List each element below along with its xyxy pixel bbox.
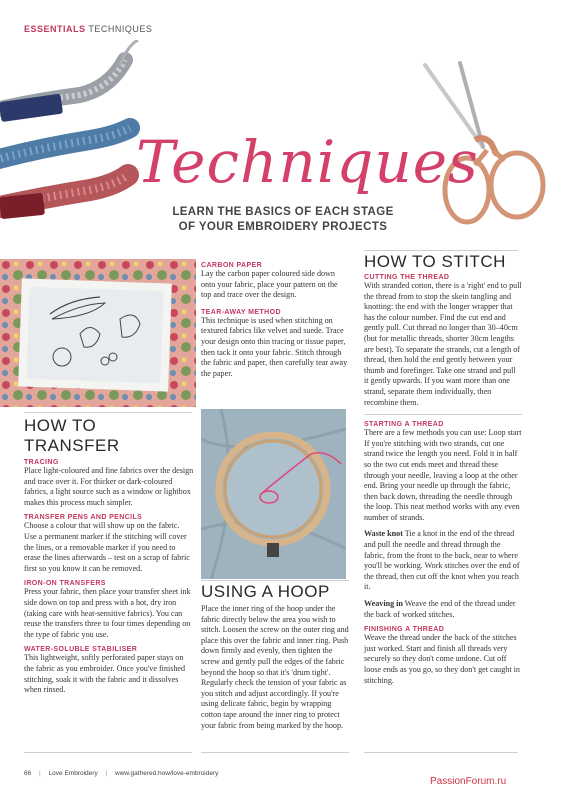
hoop-section xyxy=(201,582,351,737)
page-title: Techniques xyxy=(136,128,479,196)
waste-knot-body: Tie a knot in the end of the thread and pull the needle and thread through the fabric, from the front to the back, near to where you'll be working. Work stitches over the end of the thread, then cut off the knot when you reach it. xyxy=(364,529,520,592)
weaving-label: Weaving in xyxy=(364,599,403,609)
page-footer: 66 | Love Embroidery | www.gathered.how/love-embroidery xyxy=(24,770,219,777)
stitch-rule-top xyxy=(364,250,518,251)
page-number: 66 xyxy=(24,770,32,777)
section-header xyxy=(24,24,152,34)
hoop-rule-bottom xyxy=(201,752,349,753)
waste-knot-label: Waste knot xyxy=(364,529,403,539)
hoop-text: Place the inner ring of the hoop under the fabric directly below the area you wish to stitch. Loosen the screw on the outer ring and place this over the fabric and inner ring. Push down firmly and evenly, then tighten the screw and gently pull the edges of the fabric beyond the hoop so that it's 'drum tight'. Regularly check the tension of your fabric as you stitch and adjust accordingly. If you're using delicate fabric, begin by wrapping cotton tape around the inner ring to protect your fabric from being marked by the hoop. xyxy=(201,604,349,730)
pens-text: Choose a colour that will show up on the fabric. Use a permanent marker if the stitching will cover the lines, or a removable marker if you need to erase the lines afterwards – test on a scrap of fabric first so you know it can be removed. xyxy=(24,521,190,573)
section-label: ESSENTIALS xyxy=(24,24,86,34)
cutting-title: CUTTING THE THREAD xyxy=(364,274,450,281)
transfer-rule-bottom xyxy=(24,752,192,753)
starting-title: STARTING A THREAD xyxy=(364,421,444,429)
tracing-text: Place light-coloured and fine fabrics over the design and trace over it. For thicker or dark-coloured fabrics, a light source such as a window or lightbox makes this process much simpler. xyxy=(24,466,194,507)
tracing-title: TRACING xyxy=(24,459,59,466)
magazine-url: www.gathered.how/love-embroidery xyxy=(115,770,219,777)
iron-text: Press your fabric, then place your transfer sheet ink side down on top and press with a hot, dry iron (taking care with heat-sensitive fabrics). You can reuse the transfers three to four times depending on the type of fabric you use. xyxy=(24,587,191,639)
magazine-name: Love Embroidery xyxy=(48,770,98,777)
stitch-heading: HOW TO STITCH xyxy=(364,252,506,271)
weaving-text xyxy=(364,599,522,620)
stitch-section xyxy=(364,252,522,692)
stitch-divider xyxy=(364,414,522,415)
carbon-title: CARBON PAPER xyxy=(201,262,263,269)
cutting-text: With stranded cotton, there is a 'right' end to pull the thread from to stop the skein tangling and knotting: the end with the longer wrapper that has the colour number. Find the cut end and gently pull. Cut thread no longer than 30–40cm (but for metallic threads, shorter 30cm lengths are best). To separate the strands, cut a length of thread, then hold the end gently between your thumb and forefinger. Take one strand and pull it gently upwards. If you want more than one strand, separate them individually, then recombine them. xyxy=(364,281,522,407)
tearaway-text: This technique is used when stitching on textured fabrics like velvet and suede. Trace your design onto thin tracing or tissue paper, then tack it onto your fabric. Stitch through the fabric and paper, then carefully tear away the paper. xyxy=(201,315,348,378)
page-subtitle xyxy=(150,205,416,235)
carbon-text: Lay the carbon paper coloured side down onto your fabric, place your pattern on the top and trace over the design. xyxy=(201,269,338,300)
iron-title: IRON-ON TRANSFERS xyxy=(24,580,106,588)
waste-knot-text xyxy=(364,529,522,593)
hoop-rule-top xyxy=(201,580,349,581)
tearaway-title: TEAR-AWAY METHOD xyxy=(201,308,281,316)
pens-title: TRANSFER PENS AND PENCILS xyxy=(24,514,143,522)
stabiliser-text: This lightweight, softly perforated paper stays on the fabric as you embroider. Once you've finished stitching, soak it with the fabric and it dissolves when rinsed. xyxy=(24,653,186,695)
transfer-photo xyxy=(0,259,196,407)
subtitle-line-1: LEARN THE BASICS OF EACH STAGE xyxy=(172,206,394,218)
transfer-rule-top xyxy=(24,412,192,413)
finishing-title: FINISHING A THREAD xyxy=(364,626,445,634)
hoop-photo xyxy=(201,409,346,579)
starting-text: There are a few methods you can use: Loop start If you're stitching with two strands, cut one strand twice the length you need. Fold it in half so the two cut ends meet and thread these through your needle, leaving a loop at the other end. Bring your needle up through the fabric, then back down, threading the needle through the loop. This neat method works with any even number of strands. xyxy=(364,428,522,522)
transfer-heading: HOW TO TRANSFER xyxy=(24,416,120,455)
middle-top-section xyxy=(201,262,349,385)
weaving-body: Weave the end of the thread under the back of worked stitches. xyxy=(364,599,516,619)
section-sublabel: TECHNIQUES xyxy=(88,24,153,34)
watermark: PassionForum.ru xyxy=(430,776,507,787)
finishing-text: Weave the thread under the back of the stitches just worked. Start and finish all threads very securely so they don't come undone. Cut off loose ends as you go, so they don't get caught in stitching. xyxy=(364,633,520,685)
stabiliser-title: WATER-SOLUBLE STABILISER xyxy=(24,646,138,654)
hoop-heading: USING A HOOP xyxy=(201,582,330,601)
subtitle-line-2: OF YOUR EMBROIDERY PROJECTS xyxy=(178,221,388,233)
transfer-section xyxy=(24,416,194,702)
stitch-rule-bottom xyxy=(364,752,518,753)
